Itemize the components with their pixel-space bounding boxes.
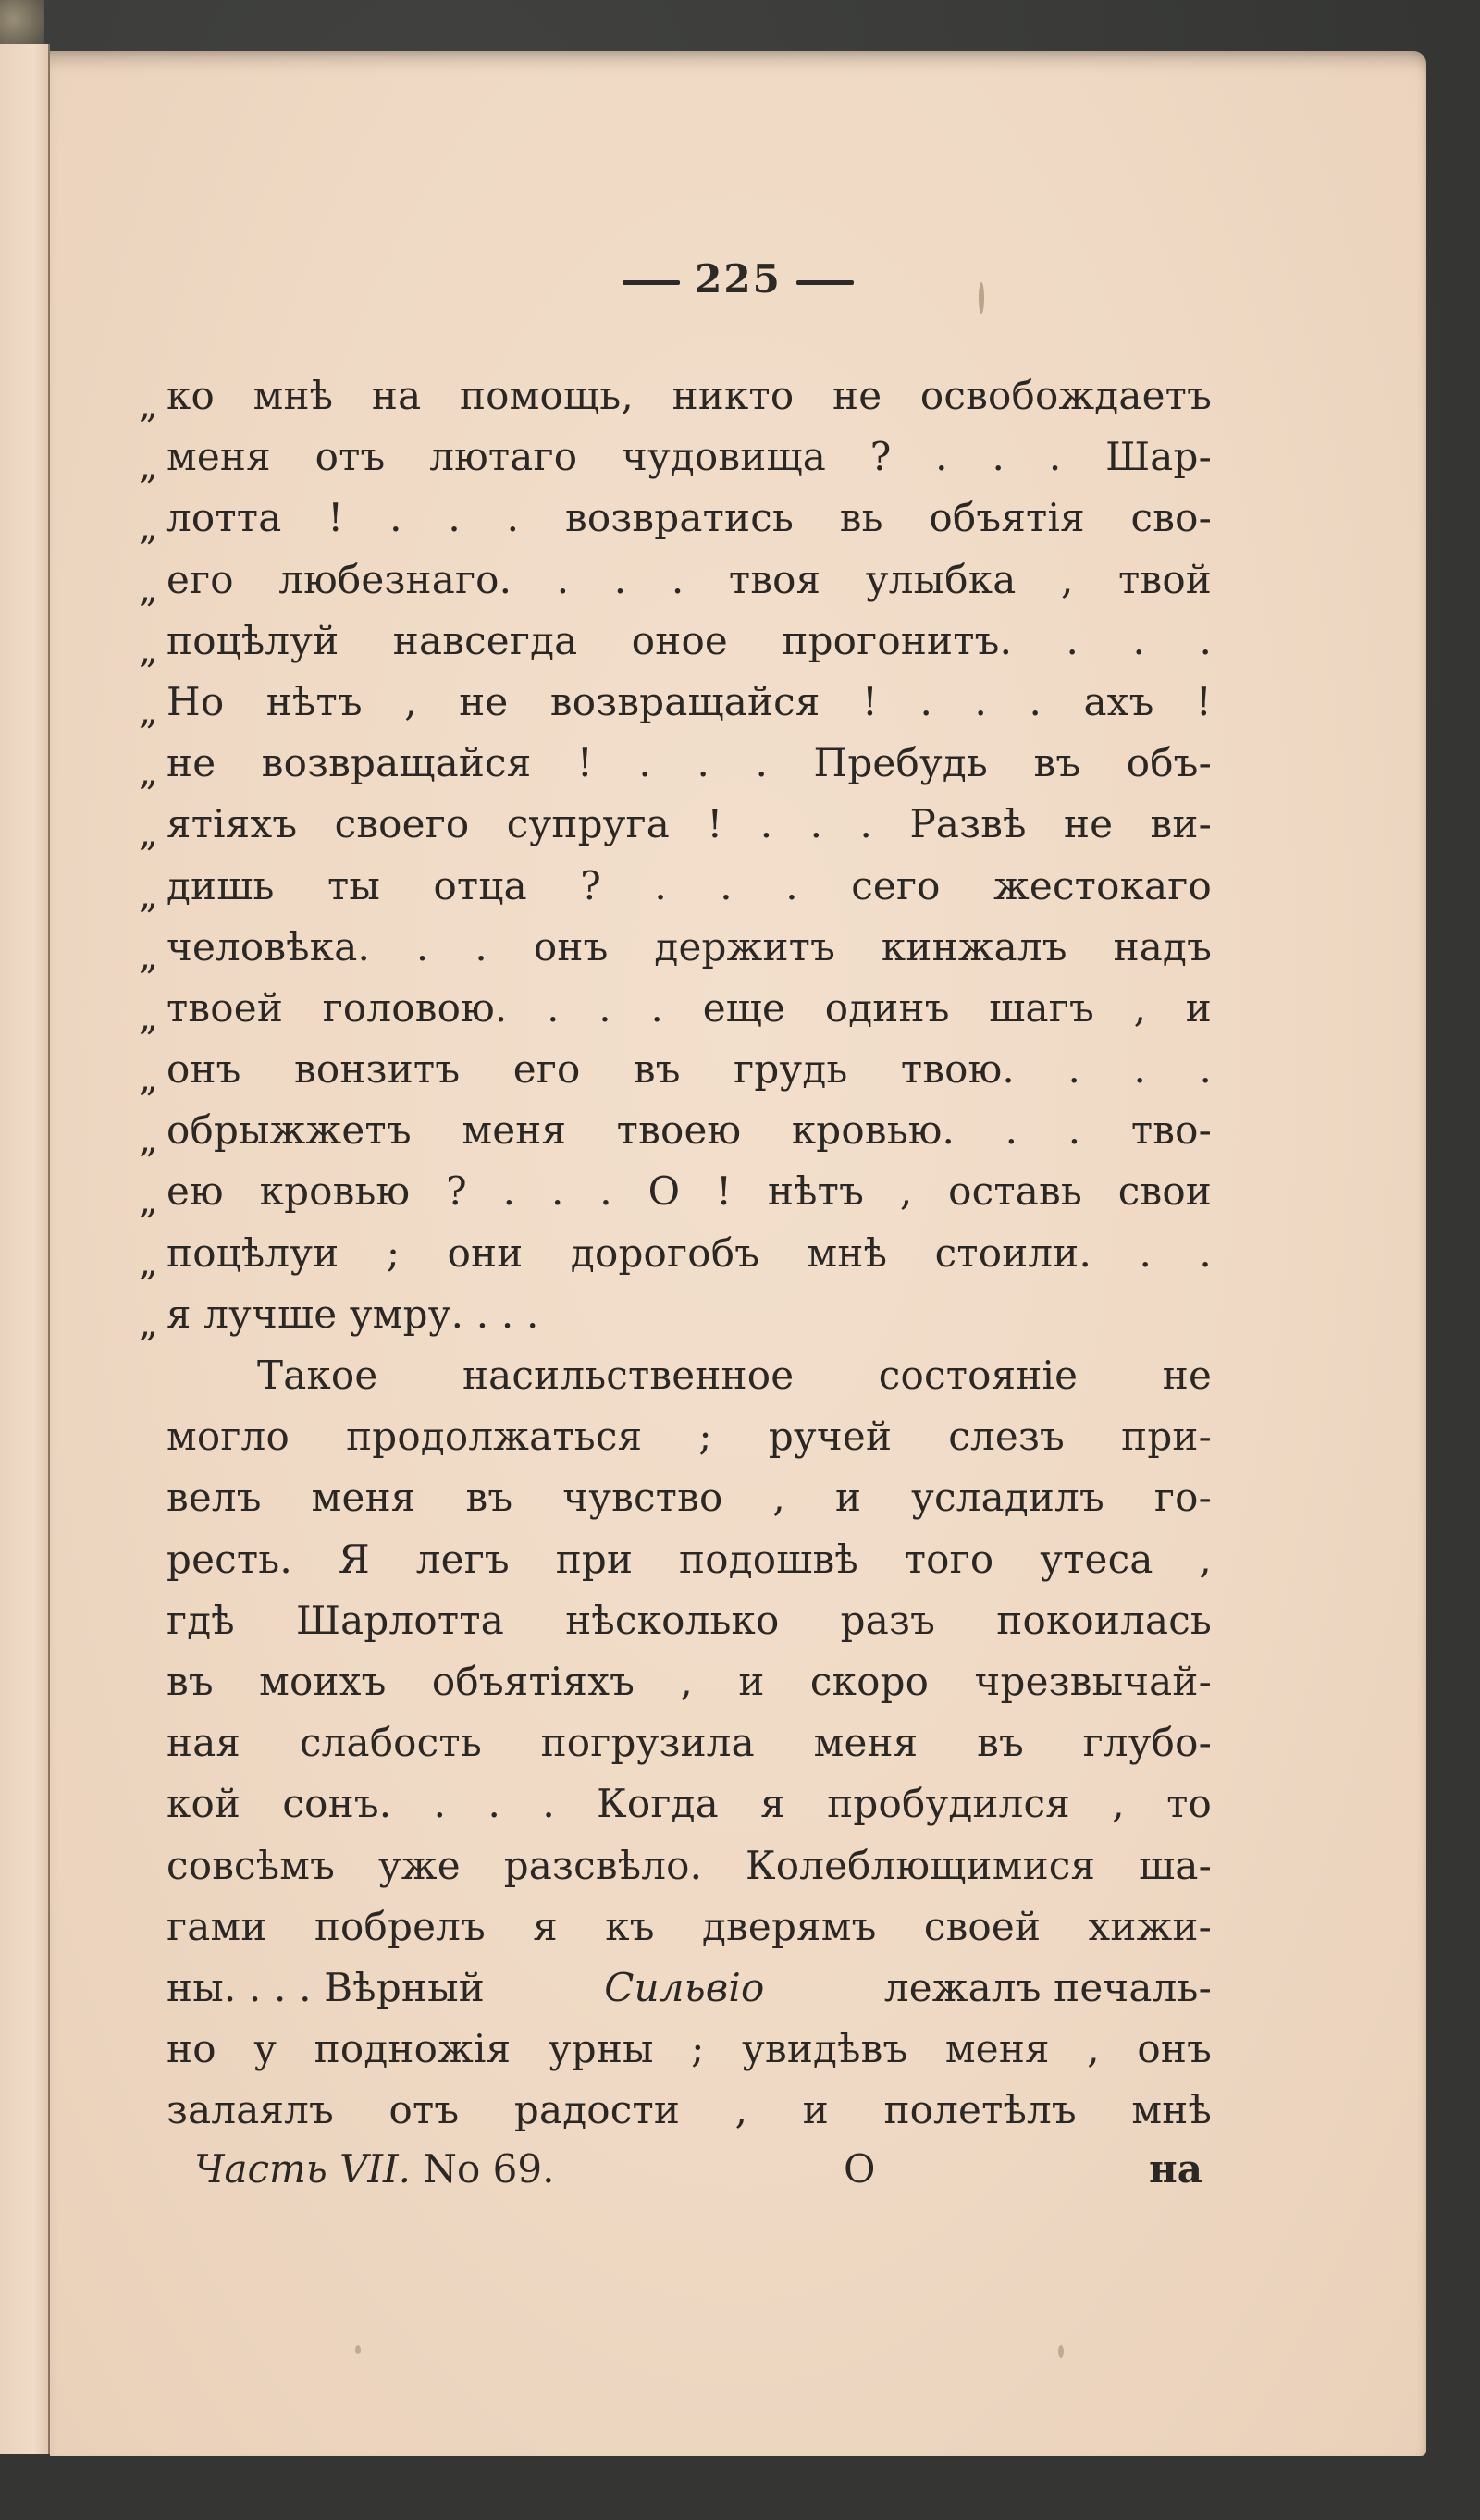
text-line: въ моихъ объятіяхъ , и скоро чрезвычай- xyxy=(166,1658,1212,1704)
signature-number: No 69. xyxy=(423,2146,555,2192)
page-number-dash-left xyxy=(623,280,680,285)
text-line: залаялъ отъ радости , и полетѣлъ мнѣ xyxy=(166,2087,1212,2133)
quote-mark: „ xyxy=(139,812,158,856)
text-line: „ обрыжжетъ меня твоею кровью. . . тво- xyxy=(139,1100,1212,1161)
text-line: ресть. Я легъ при подошвѣ того утеса , xyxy=(166,1536,1212,1582)
page-footer xyxy=(139,2146,1212,2207)
page-number-value: 225 xyxy=(695,256,782,302)
quote-mark: „ xyxy=(139,1057,158,1101)
text-line: „ поцѣлуи ; они дорогобъ мнѣ стоили. . . xyxy=(139,1223,1212,1284)
signature-label: Часть VII. xyxy=(194,2146,411,2192)
book-page xyxy=(50,51,1426,2456)
text-line: „ поцѣлуй навсегда оное прогонитъ. . . . xyxy=(139,611,1212,672)
signature-mark: О xyxy=(844,2146,876,2192)
text-line: „ твоей головою. . . . еще одинъ шагъ , и xyxy=(139,978,1212,1039)
text-line: „ его любезнаго. . . . твоя улыбка , твой xyxy=(139,550,1212,611)
text-line: „ онъ вонзитъ его въ грудь твою. . . . xyxy=(139,1039,1212,1100)
quote-mark: „ xyxy=(139,1118,158,1162)
text-line: „ не возвращайся ! . . . Пребудь въ объ- xyxy=(139,733,1212,794)
text-line: „ меня отъ лютаго чудовища ? . . . Шар- xyxy=(139,426,1212,488)
text-line-with-name: ны. . . . Вѣрный Сильвіо лежалъ печаль- xyxy=(139,1958,1212,2019)
text-line: „ лотта ! . . . возвратись вь объятія сво- xyxy=(139,488,1212,549)
quote-mark: „ xyxy=(139,995,158,1039)
quote-mark: „ xyxy=(139,751,158,795)
text-line: гами побрелъ я къ дверямъ своей хижи- xyxy=(166,1903,1212,1949)
binding-edge xyxy=(0,0,44,48)
quote-mark: „ xyxy=(139,873,158,917)
text-line: велъ меня въ чувство , и усладилъ го- xyxy=(166,1475,1212,1521)
text-line: но у подножія урны ; увидѣвъ меня , онъ xyxy=(166,2026,1212,2072)
text-line: ная слабость погрузила меня въ глубо- xyxy=(166,1720,1212,1766)
page-number-dash-right xyxy=(796,280,854,285)
text-line: „ я лучше умру. . . . xyxy=(139,1284,1212,1345)
text-line: совсѣмъ уже разсвѣло. Колеблющимися ша- xyxy=(166,1842,1212,1888)
text-line: „ ятіяхъ своего супруга ! . . . Развѣ не ви- xyxy=(139,794,1212,855)
quote-mark: „ xyxy=(139,445,158,488)
text-line: гдѣ Шарлотта нѣсколько разъ покоилась xyxy=(166,1597,1212,1643)
text-line: „ ко мнѣ на помощь, никто не освобождаетъ xyxy=(139,365,1212,426)
text-line: могло продолжаться ; ручей слезъ при- xyxy=(166,1414,1212,1460)
catchword: на xyxy=(1149,2146,1202,2192)
text-line: „ человѣка. . . онъ держитъ кинжалъ надъ xyxy=(139,917,1212,978)
quote-mark: „ xyxy=(139,689,158,733)
text-line: „ ею кровью ? . . . О ! нѣтъ , оставь свои xyxy=(139,1161,1212,1222)
quote-mark: „ xyxy=(139,1241,158,1284)
page-number xyxy=(50,256,1426,302)
quote-mark: „ xyxy=(139,567,158,611)
body-text xyxy=(139,365,1212,2141)
quote-mark: „ xyxy=(139,1180,158,1223)
quote-mark: „ xyxy=(139,384,158,426)
quote-mark: „ xyxy=(139,506,158,550)
text-line: кой сонъ. . . . Когда я пробудился , то xyxy=(166,1781,1212,1827)
paper-speck xyxy=(1058,2345,1064,2358)
signature-line xyxy=(194,2146,554,2192)
character-name: Сильвіо xyxy=(604,1964,765,2010)
quote-mark: „ xyxy=(139,934,158,978)
quote-mark: „ xyxy=(139,1302,158,1345)
text-line: „ дишь ты отца ? . . . сего жестокаго xyxy=(139,856,1212,917)
facing-page-edge xyxy=(0,44,50,2454)
paragraph-first-line: Такое насильственное состояніе не xyxy=(257,1353,1212,1398)
text-line: „ Но нѣтъ , не возвращайся ! . . . ахъ ! xyxy=(139,672,1212,733)
quote-mark: „ xyxy=(139,628,158,672)
paper-speck xyxy=(355,2345,361,2354)
